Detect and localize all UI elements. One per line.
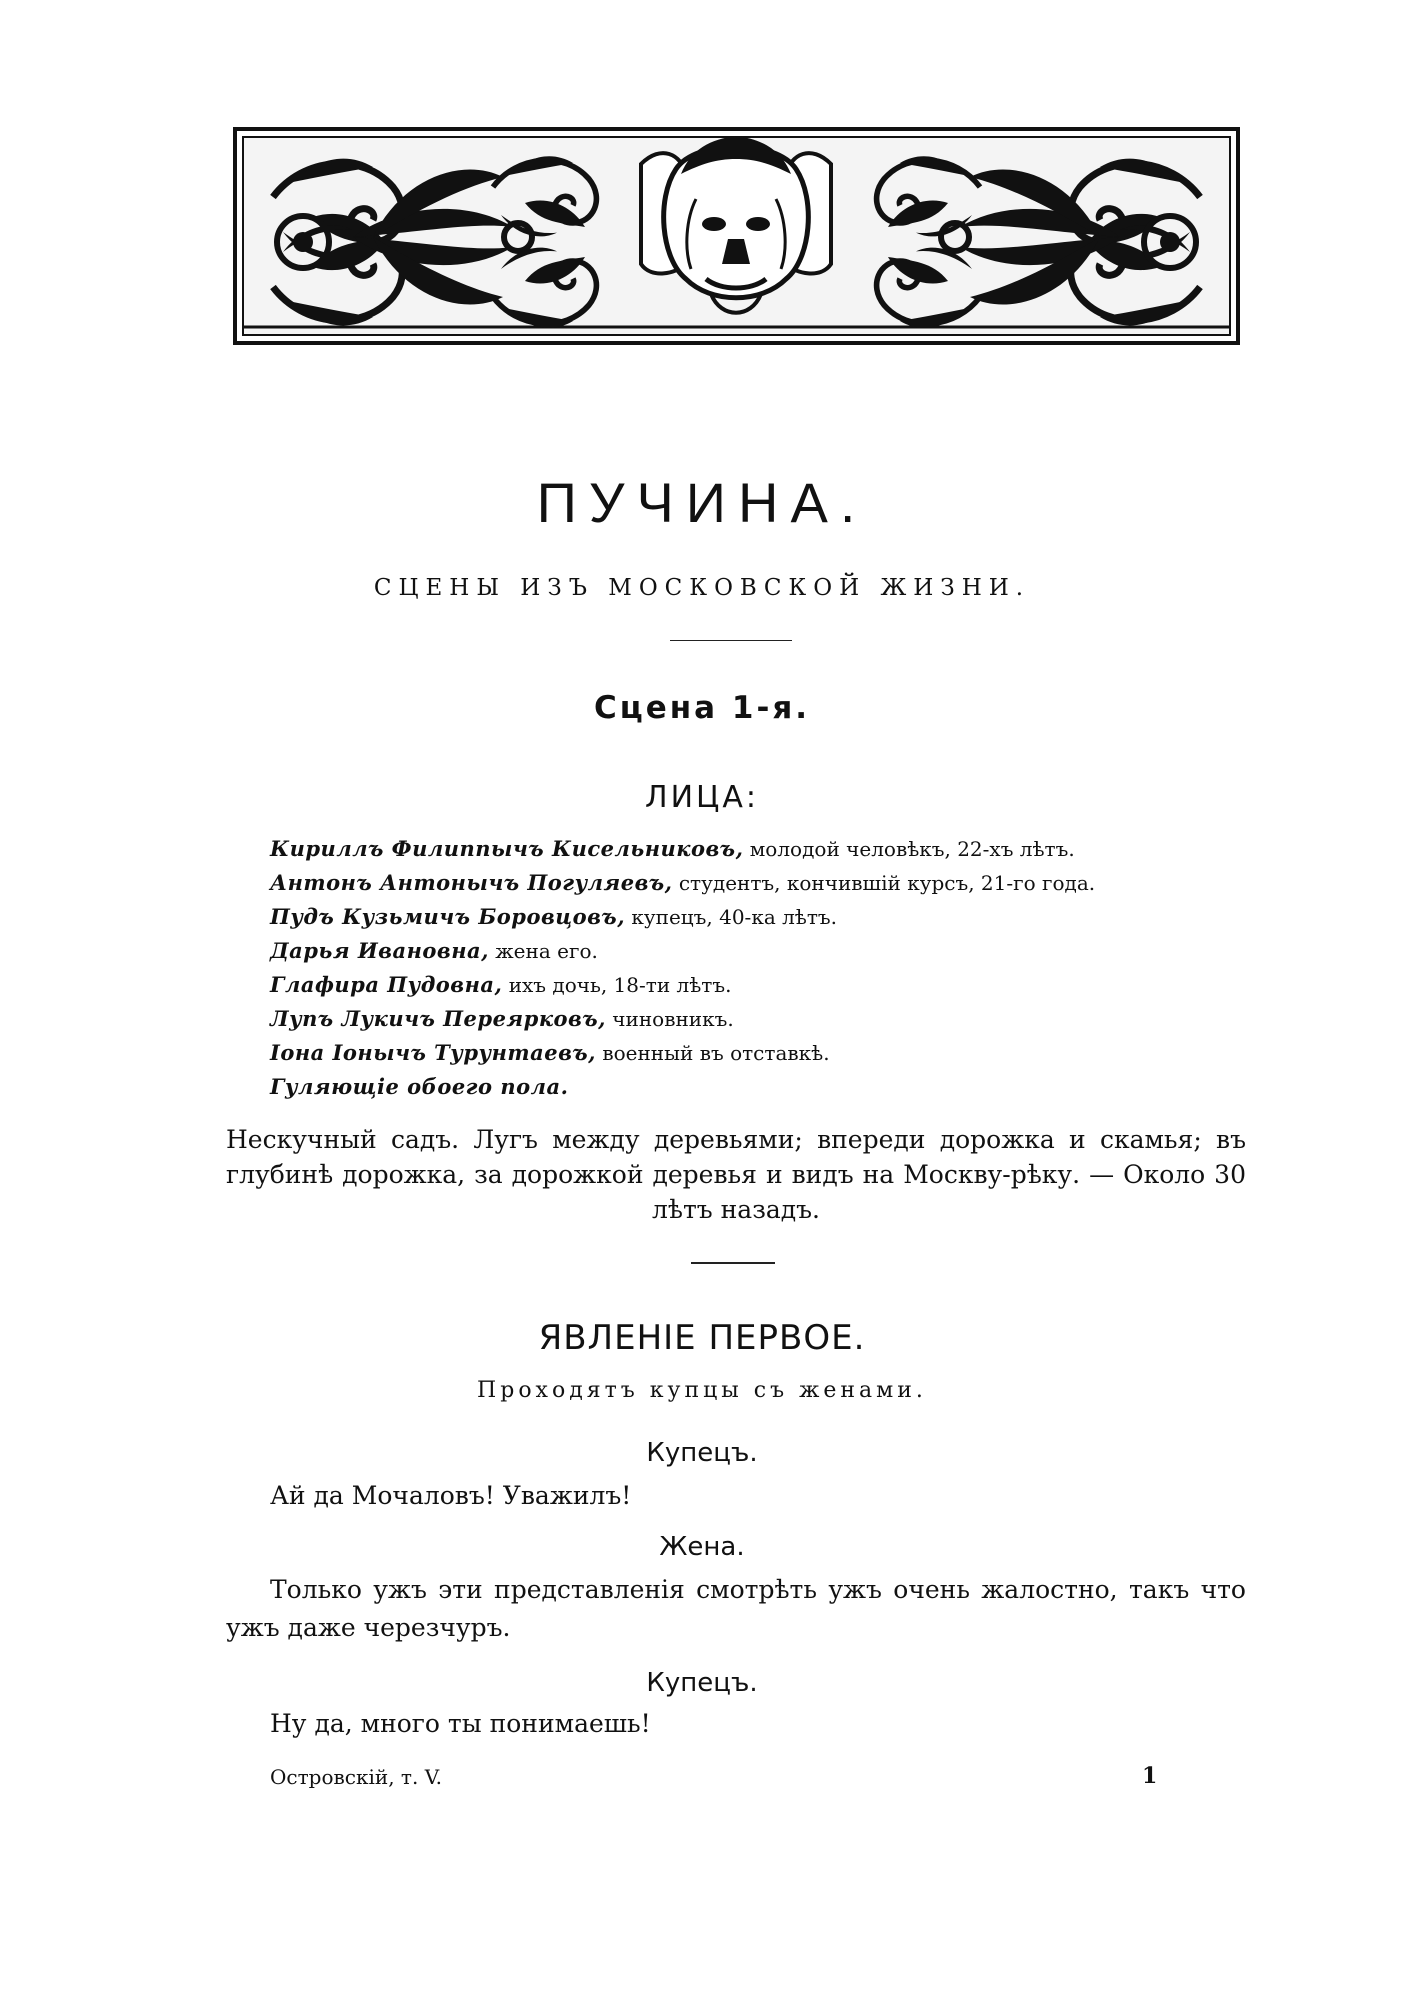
persons-heading: ЛИЦА: [645, 780, 759, 815]
scene-heading: Сцена 1-я. [594, 690, 810, 726]
cast-name: Дарья Ивановна, [270, 938, 489, 963]
dialogue-line: Ну да, много ты понимаешь! [270, 1709, 651, 1738]
ornamental-headpiece [233, 127, 1240, 345]
cast-name: Лупъ Лукичъ Переярковъ, [270, 1006, 606, 1031]
speaker-name: Жена. [659, 1532, 745, 1562]
cast-description: студентъ, кончившій курсъ, 21-го года. [678, 871, 1096, 895]
speaker-name: Купецъ. [646, 1438, 758, 1468]
dialogue-line: Только ужъ эти представленія смотрѣть ужъ очень жалостно, такъ что ужъ даже черезчуръ. [226, 1575, 1246, 1642]
cast-description: жена его. [495, 939, 598, 963]
page-number: 1 [1142, 1763, 1158, 1789]
cast-name: Антонъ Антонычъ Погуляевъ, [270, 870, 673, 895]
dialogue-line: Ай да Мочаловъ! Уважилъ! [270, 1481, 632, 1510]
cast-description: ихъ дочь, 18-ти лѣтъ. [508, 973, 732, 997]
cast-entry [270, 1002, 1250, 1036]
cast-entry [270, 968, 1250, 1002]
play-title: ПУЧИНА. [536, 471, 868, 534]
cast-name: Кириллъ Филиппычъ Кисельниковъ, [270, 836, 744, 861]
cast-description: военный въ отставкѣ. [602, 1041, 830, 1065]
cast-description: купецъ, 40-ка лѣтъ. [631, 905, 838, 929]
cast-name: Гуляющіе обоего пола. [270, 1074, 569, 1099]
cast-entry [270, 1036, 1250, 1070]
cast-name: Глафира Пудовна, [270, 972, 503, 997]
divider-rule [691, 1262, 775, 1264]
stage-direction: Проходятъ купцы съ женами. [477, 1378, 927, 1403]
cast-name: Пудъ Кузьмичъ Боровцовъ, [270, 904, 626, 929]
play-subtitle: СЦЕНЫ ИЗЪ МОСКОВСКОЙ ЖИЗНИ. [373, 575, 1031, 601]
speaker-name: Купецъ. [646, 1668, 758, 1698]
cast-entry [270, 900, 1250, 934]
appearance-heading: ЯВЛЕНІЕ ПЕРВОЕ. [538, 1318, 866, 1358]
cast-entry [270, 934, 1250, 968]
cast-name: Іона Іонычъ Турунтаевъ, [270, 1040, 596, 1065]
cast-description: чиновникъ. [612, 1007, 734, 1031]
cast-description: молодой человѣкъ, 22-хъ лѣтъ. [749, 837, 1075, 861]
cast-entry [270, 866, 1250, 900]
cast-list [270, 832, 1250, 1104]
cast-entry [270, 1070, 1250, 1104]
cast-entry [270, 832, 1250, 866]
divider-rule [670, 640, 792, 641]
setting-description: Нескучный садъ. Лугъ между деревьями; впереди дорожка и скамья; въ глубинѣ дорожка, за дорожкой деревья и видъ на Москву-рѣку. — Около 30 лѣтъ назадъ. [226, 1125, 1246, 1224]
signature-mark: Островскій, т. V. [270, 1765, 442, 1789]
